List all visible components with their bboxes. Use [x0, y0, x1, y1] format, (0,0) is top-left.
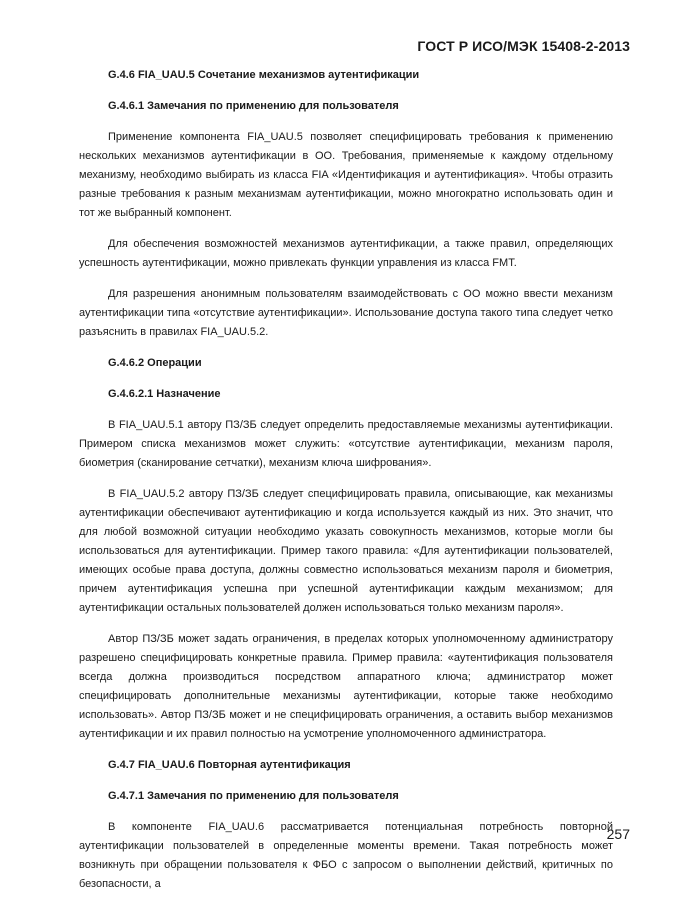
document-body — [79, 66, 613, 906]
paragraph: В FIA_UAU.5.2 автору ПЗ/ЗБ следует специфицировать правила, описывающие, как механизмы аутентификации обеспечивают аутентификацию и когда используется каждый из них. Это значит, что для любой возможной ситуации необходимо указать совокупность механизмов, которые могли бы использоваться для аутентификации. Пример такого правила: «Для аутентификации пользователей, имеющих особые права доступа, должны совместно использоваться механизм пароля и биометрия, причем аутентификация успешна при успешной аутентификации каждым механизмом; для аутентификации остальных пользователей должен использоваться только механизм пароля». — [79, 488, 613, 614]
section-heading-g-4-7: G.4.7 FIA_UAU.6 Повторная аутентификация — [108, 759, 351, 771]
paragraph: Для обеспечения возможностей механизмов аутентификации, а также правил, определяющих успешность аутентификации, можно привлекать функции управления из класса FMT. — [79, 238, 613, 269]
paragraph: Применение компонента FIA_UAU.5 позволяет специфицировать требования к применению нескольких механизмов аутентификации в ОО. Требования, применяемые к каждому отдельному механизму, необходимо выбирать из класса FIA «Идентификация и аутентификация». Чтобы отразить разные требования к разным механизмам аутентификации, можно многократно использовать один и тот же выбранный компонент. — [79, 131, 613, 219]
subsection-heading-g-4-6-2-1: G.4.6.2.1 Назначение — [108, 388, 221, 400]
paragraph: В FIA_UAU.5.1 автору ПЗ/ЗБ следует определить предоставляемые механизмы аутентификации. Примером списка механизмов может служить: «отсутствие аутентификации, механизм пароля, биометрия (сканирование сетчатки), механизм ключа шифрования». — [79, 419, 613, 469]
paragraph: Автор ПЗ/ЗБ может задать ограничения, в пределах которых уполномоченному администратору разрешено специфицировать конкретные правила. Пример правила: «аутентификация пользователя всегда должна производиться посредством аппаратного ключа; администратор может специфицировать дополнительные механизмы аутентификации, которые также необходимо использовать». Автор ПЗ/ЗБ может и не специфицировать ограничения, а оставить выбор механизмов аутентификации и их правил полностью на усмотрение уполномоченного администратора. — [79, 633, 613, 740]
paragraph: Для разрешения анонимным пользователям взаимодействовать с ОО можно ввести механизм аутентификации типа «отсутствие аутентификации». Использование доступа такого типа следует четко разъяснить в правилах FIA_UAU.5.2. — [79, 288, 613, 338]
page-number: 257 — [606, 826, 630, 842]
document-header: ГОСТ Р ИСО/МЭК 15408-2-2013 — [417, 38, 630, 54]
paragraph: В компоненте FIA_UAU.6 рассматривается потенциальная потребность повторной аутентификации пользователей в определенные моменты времени. Такая потребность может возникнуть при обращении пользователя к ФБО с запросом о выполнении действий, критичных по безопасности, а — [79, 821, 613, 890]
subsection-heading-g-4-6-2: G.4.6.2 Операции — [108, 357, 202, 369]
subsection-heading-g-4-7-1: G.4.7.1 Замечания по применению для пользователя — [108, 790, 399, 802]
section-heading-g-4-6: G.4.6 FIA_UAU.5 Сочетание механизмов аутентификации — [108, 69, 420, 81]
subsection-heading-g-4-6-1: G.4.6.1 Замечания по применению для пользователя — [108, 100, 399, 112]
